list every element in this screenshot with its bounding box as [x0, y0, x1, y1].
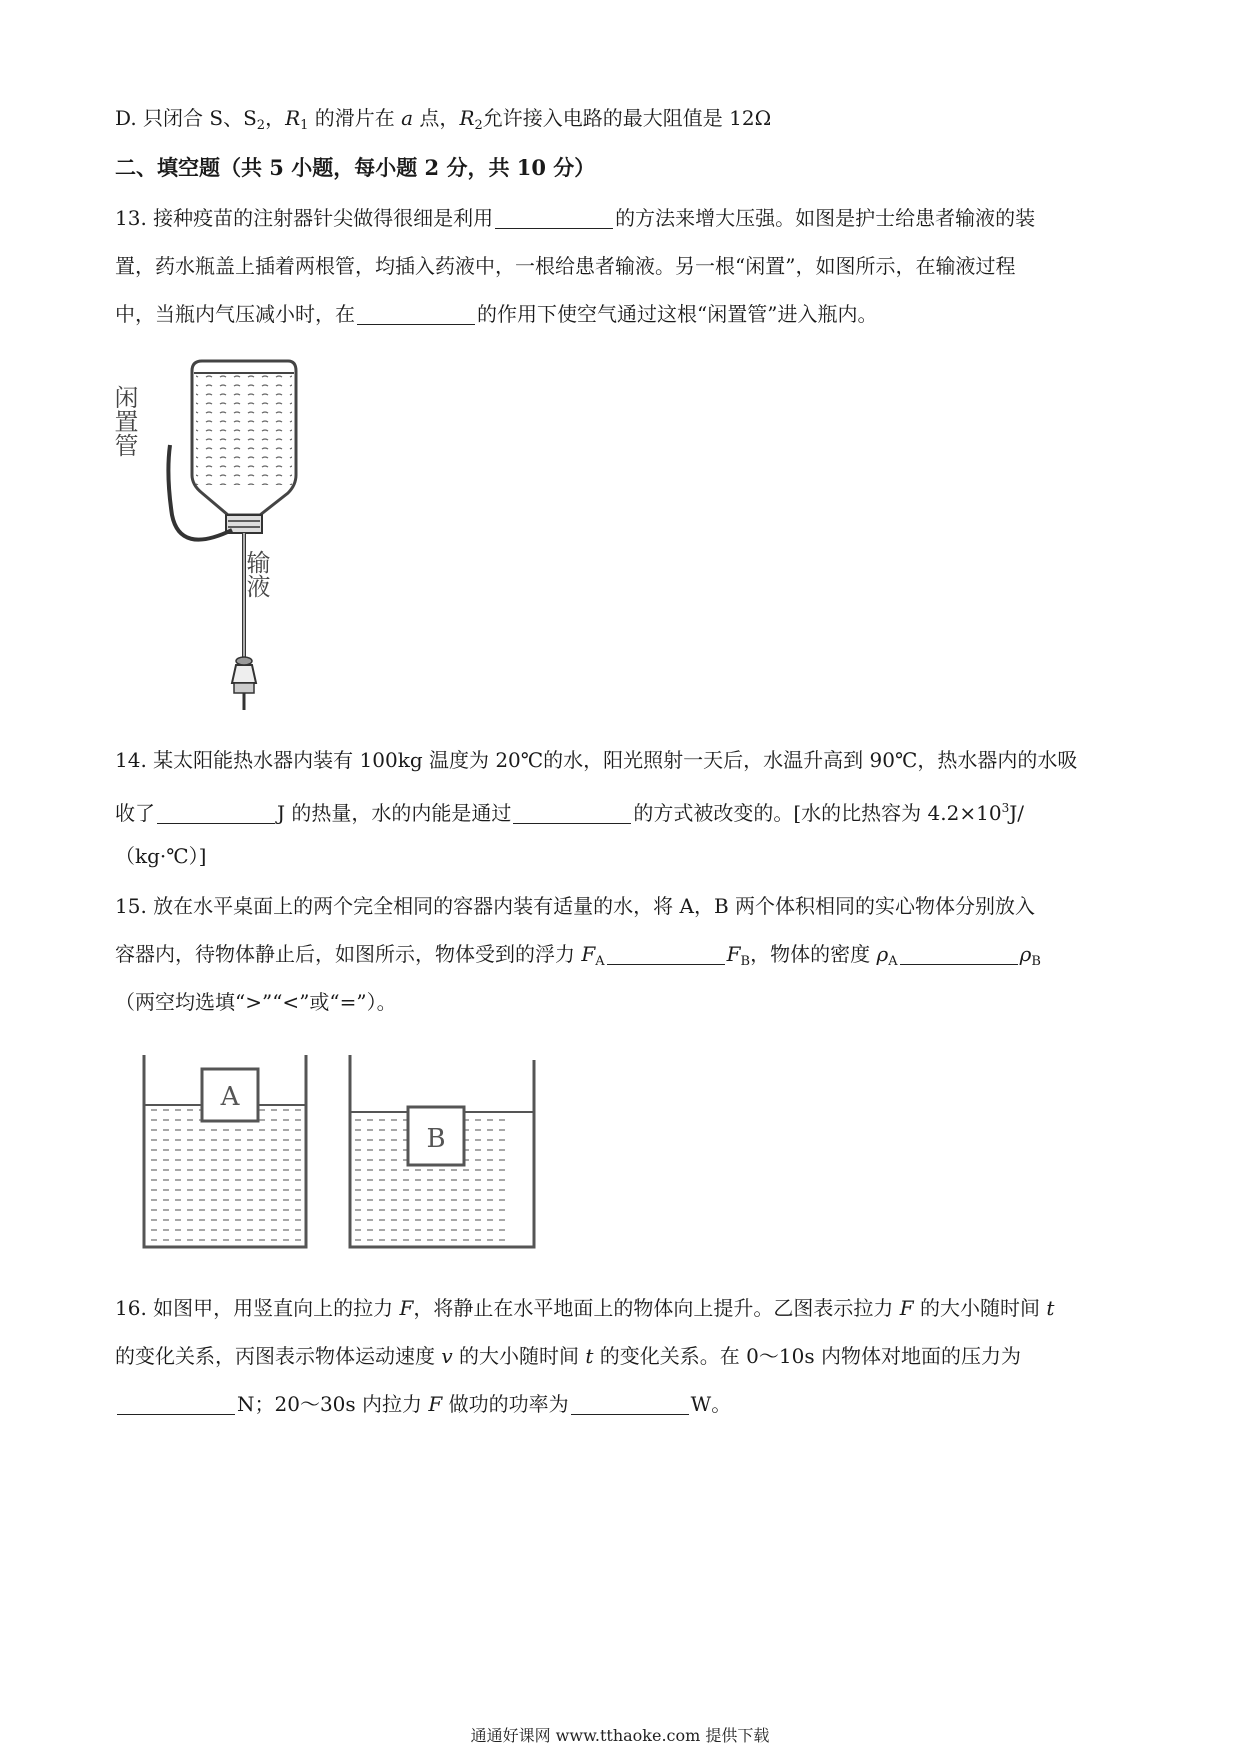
- block-a-label: A: [220, 1082, 240, 1112]
- q14-line-2: 收了 J 的热量，水的内能是通过 的方式被改变的。[水的比热容为 $4.2\times 10^3J/$: [115, 801, 1024, 825]
- q15-line-1: 15. 放在水平桌面上的两个完全相同的容器内装有适量的水，将 A，B 两个体积相同的实心物体分别放入: [115, 894, 1036, 918]
- q16-line-1: 16. 如图甲，用竖直向上的拉力 F，将静止在水平地面上的物体向上提升。乙图表示拉力 F 的大小随时间 t: [115, 1296, 1055, 1320]
- answer-blank[interactable]: [900, 944, 1018, 965]
- answer-blank[interactable]: [495, 208, 613, 229]
- section-heading: 二、填空题（共 5 小题，每小题 2 分，共 10 分）: [115, 155, 596, 180]
- answer-blank[interactable]: [157, 803, 275, 824]
- container-a: [144, 1055, 306, 1247]
- q15-line-3: （两空均选填“>”“<”或“=”）。: [115, 990, 397, 1014]
- q16-line-3: N；20～30s 内拉力 F 做功的功率为 W。: [115, 1390, 731, 1418]
- q15-line-2: 容器内，待物体静止后，如图所示，物体受到的浮力 $F_A$ $F_B$，物体的密度 $\rho_A$ $\rho_B$: [115, 942, 1041, 969]
- answer-blank[interactable]: [571, 1394, 689, 1415]
- q13-line-1: 13. 接种疫苗的注射器针尖做得很细是利用 的方法来增大压强。如图是护士给患者输液的装: [115, 206, 1036, 230]
- infusion-label: 输液: [242, 550, 270, 598]
- page-footer: 通通好课网 www.tthaoke.com 提供下载: [470, 1726, 770, 1745]
- answer-blank[interactable]: [607, 944, 725, 965]
- block-b-label: B: [426, 1124, 446, 1154]
- q14-line-3: （kg·℃）]: [115, 844, 207, 868]
- answer-blank[interactable]: [357, 304, 475, 325]
- containers-figure: [138, 1055, 538, 1255]
- q13-line-3: 中，当瓶内气压减小时，在 的作用下使空气通过这根“闲置管”进入瓶内。: [115, 302, 878, 326]
- idle-tube-label: 闲置管: [110, 385, 138, 457]
- q14-line-1: 14. 某太阳能热水器内装有 100kg 温度为 20℃的水，阳光照射一天后，水温升高到 90℃，热水器内的水吸: [115, 748, 1078, 772]
- container-b: [350, 1055, 534, 1247]
- infusion-bottle-figure: [110, 355, 310, 710]
- q16-line-2: 的变化关系，丙图表示物体运动速度 v 的大小随时间 t 的变化关系。在 0～10s 内物体对地面的压力为: [115, 1344, 1021, 1368]
- q12-option-d: D. 只闭合 S、$S_2$，$R_1$ 的滑片在 a 点，$R_2$允许接入电路的最大阻值是 12Ω: [115, 106, 772, 133]
- answer-blank[interactable]: [513, 803, 631, 824]
- q13-line-2: 置，药水瓶盖上插着两根管，均插入药液中，一根给患者输液。另一根“闲置”，如图所示，在输液过程: [115, 254, 1016, 278]
- answer-blank[interactable]: [117, 1394, 235, 1415]
